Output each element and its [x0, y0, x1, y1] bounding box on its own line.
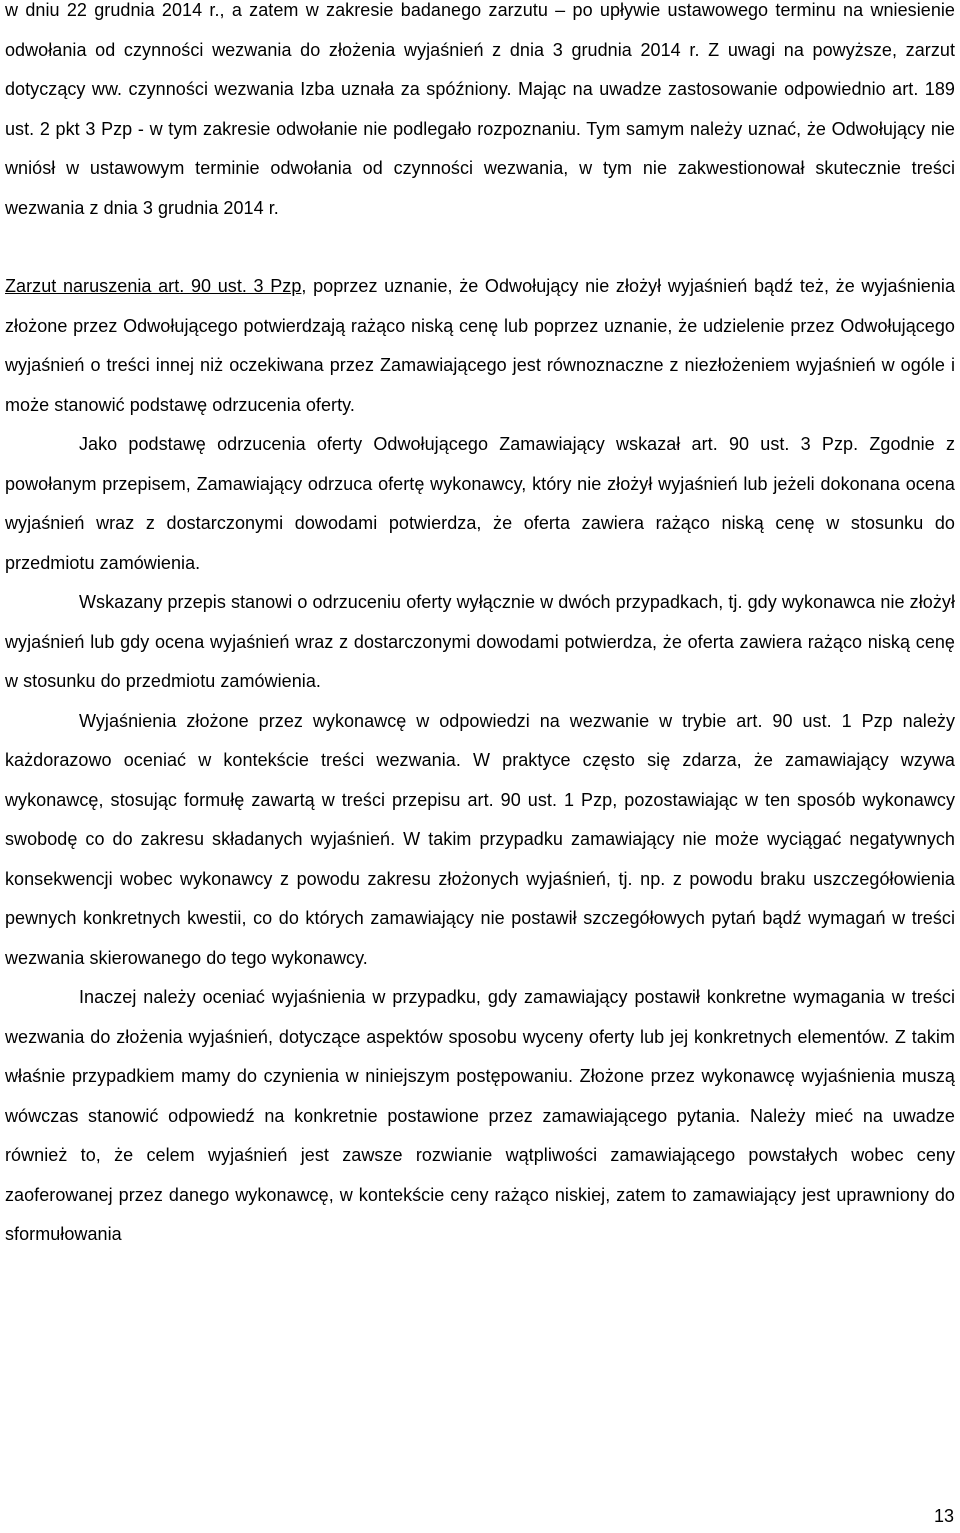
paragraph-6: Inaczej należy oceniać wyjaśnienia w przypadku, gdy zamawiający postawił konkretne wymagania w treści wezwania do złożenia wyjaśnień, dotyczące aspektów sposobu wyceny oferty lub jej konkretnych elementów. Z takim właśnie przypadkiem mamy do czynienia w niniejszym postępowaniu. Złożone przez wykonawcę wyjaśnienia muszą wówczas stanowić odpowiedź na konkretnie postawione przez zamawiającego pytania. Należy mieć na uwadze również to, że celem wyjaśnień jest zawsze rozwianie wątpliwości zamawiającego powstałych wobec ceny zaoferowanej przez danego wykonawcę, w kontekście ceny rażąco niskiej, zatem to zamawiający jest uprawniony do sformułowania — [5, 987, 955, 1244]
page-number: 13 — [933, 1506, 954, 1526]
paragraph-4: Wskazany przepis stanowi o odrzuceniu oferty wyłącznie w dwóch przypadkach, tj. gdy wykonawca nie złożył wyjaśnień lub gdy ocena wyjaśnień wraz z dostarczonymi dowodami potwierdza, że oferta zawiera rażąco niską cenę w stosunku do przedmiotu zamówienia. — [5, 592, 955, 691]
document-body — [5, 0, 955, 1255]
paragraph-5: Wyjaśnienia złożone przez wykonawcę w odpowiedzi na wezwanie w trybie art. 90 ust. 1 Pzp należy każdorazowo oceniać w kontekście treści wezwania. W praktyce często się zdarza, że zamawiający wzywa wykonawcę, stosując formułę zawartą w treści przepisu art. 90 ust. 1 Pzp, pozostawiając w ten sposób wykonawcy swobodę co do zakresu składanych wyjaśnień. W takim przypadku zamawiający nie może wyciągać negatywnych konsekwencji wobec wykonawcy z powodu zakresu złożonych wyjaśnień, tj. np. z powodu braku uszczegółowienia pewnych konkretnych kwestii, co do których zamawiający nie postawił szczegółowych pytań bądź wymagań w treści wezwania skierowanego do tego wykonawcy. — [5, 710, 955, 968]
paragraph-2-text: , poprzez uznanie, że Odwołujący nie złożył wyjaśnień bądź też, że wyjaśnienia złożone przez Odwołującego potwierdzają rażąco niską cenę lub poprzez uznanie, że udzielenie przez Odwołującego wyjaśnień o treści innej niż oczekiwana przez Zamawiającego jest równoznaczne z niezłożeniem wyjaśnień w ogóle i może stanowić podstawę odrzucenia oferty. — [5, 276, 955, 415]
paragraph-1: w dniu 22 grudnia 2014 r., a zatem w zakresie badanego zarzutu – po upływie ustawowego terminu na wniesienie odwołania od czynności wezwania do złożenia wyjaśnień z dnia 3 grudnia 2014 r. Z uwagi na powyższe, zarzut dotyczący ww. czynności wezwania Izba uznała za spóźniony. Mając na uwadze zastosowanie odpowiednio art. 189 ust. 2 pkt 3 Pzp - w tym zakresie odwołanie nie podlegało rozpoznaniu. Tym samym należy uznać, że Odwołujący nie wniósł w ustawowym terminie odwołania od czynności wezwania, w tym nie zakwestionował skutecznie treści wezwania z dnia 3 grudnia 2014 r. — [5, 0, 955, 218]
paragraph-2-zarzut-art-90 — [5, 267, 955, 425]
paragraph-3: Jako podstawę odrzucenia oferty Odwołującego Zamawiający wskazał art. 90 ust. 3 Pzp. Zgodnie z powołanym przepisem, Zamawiający odrzuca ofertę wykonawcy, który nie złożył wyjaśnień lub jeżeli dokonana ocena wyjaśnień wraz z dostarczonymi dowodami potwierdza, że oferta zawiera rażąco niską cenę w stosunku do przedmiotu zamówienia. — [5, 434, 955, 573]
section-heading-underlined: Zarzut naruszenia art. 90 ust. 3 Pzp — [5, 276, 302, 296]
